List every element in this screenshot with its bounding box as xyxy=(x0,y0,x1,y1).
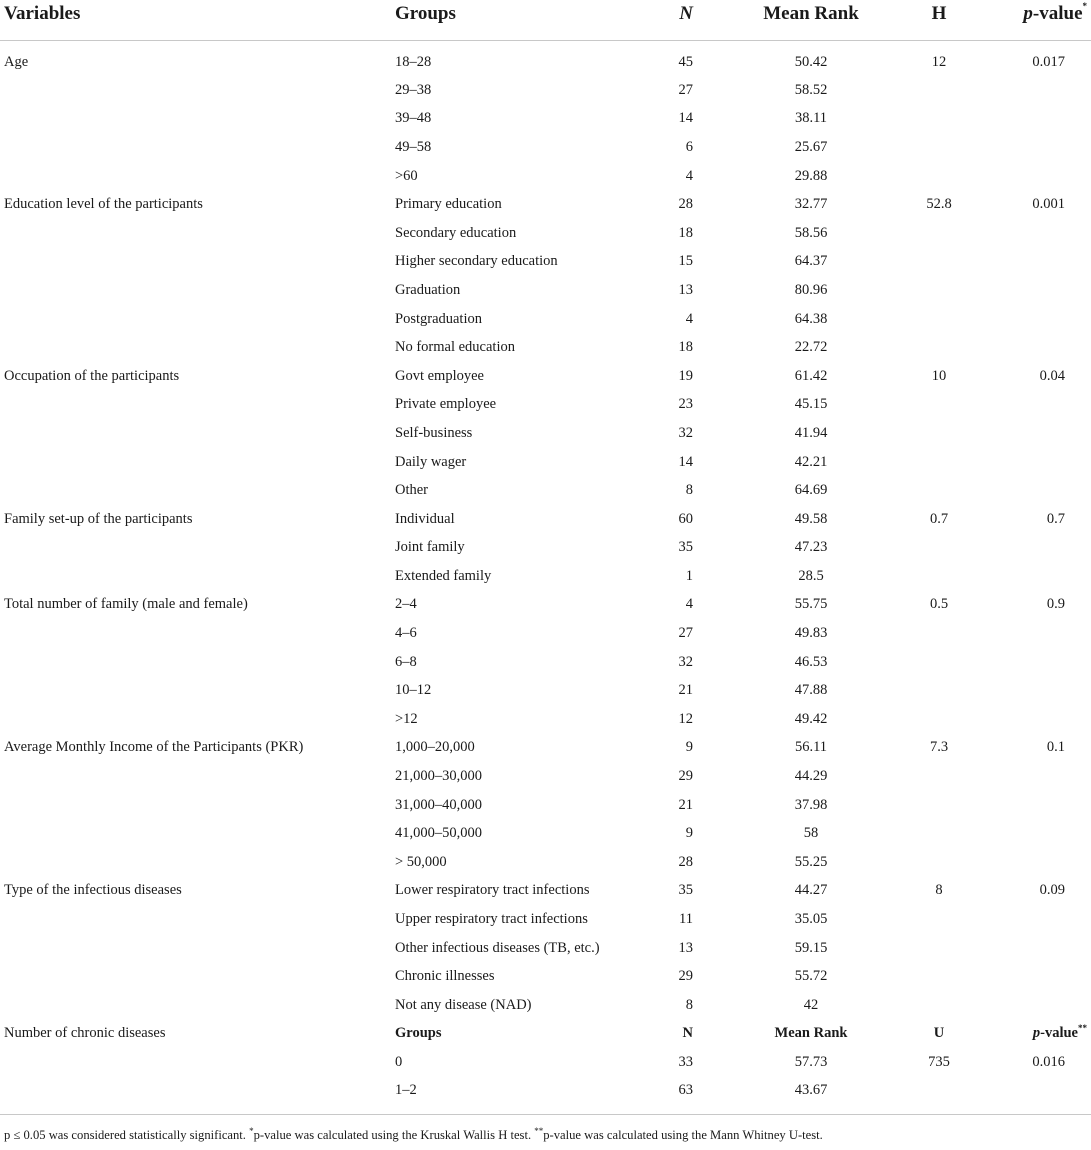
p-value-cell xyxy=(990,648,1091,677)
h-cell xyxy=(888,905,990,934)
h-cell xyxy=(888,305,990,334)
p-value-cell xyxy=(990,105,1091,134)
n-cell: 21 xyxy=(678,796,693,813)
group-cell: 31,000–40,000 xyxy=(395,796,482,813)
variable-cell xyxy=(0,762,390,791)
p-value-cell xyxy=(990,962,1091,991)
p-value-cell: 0.001 xyxy=(1032,196,1065,213)
mean-rank-cell: 64.37 xyxy=(794,253,828,270)
n-cell: 12 xyxy=(678,710,693,727)
table-row xyxy=(0,619,1091,648)
n-cell: 28 xyxy=(678,196,693,213)
variable-cell xyxy=(0,819,390,848)
table-row xyxy=(0,105,1091,134)
mean-rank-cell: 55.25 xyxy=(794,853,828,870)
table-row xyxy=(0,877,1091,906)
mean-rank-cell: 43.67 xyxy=(734,1077,888,1115)
p-value-cell: 0.9 xyxy=(1046,596,1065,613)
group-cell: Not any disease (NAD) xyxy=(395,996,532,1013)
p-value-cell xyxy=(990,1077,1091,1115)
h-cell xyxy=(888,991,990,1020)
h-cell xyxy=(888,76,990,105)
p-value-cell xyxy=(990,419,1091,448)
p-value-cell xyxy=(990,305,1091,334)
group-cell: Joint family xyxy=(395,539,465,556)
chronic-subheader-row xyxy=(0,1020,1091,1049)
p-value-cell xyxy=(990,762,1091,791)
header-h: H xyxy=(888,0,990,40)
h-cell xyxy=(888,276,990,305)
variable-cell: Number of chronic diseases xyxy=(4,1025,166,1042)
table-row xyxy=(0,219,1091,248)
table-row xyxy=(0,305,1091,334)
mean-rank-cell: 29.88 xyxy=(794,167,828,184)
mean-rank-cell: 58 xyxy=(803,825,819,842)
n-cell: 35 xyxy=(678,882,693,899)
n-cell: 1 xyxy=(685,567,693,584)
group-cell: Extended family xyxy=(395,567,492,584)
p-value-cell xyxy=(990,819,1091,848)
mean-rank-cell: 58.52 xyxy=(794,81,828,98)
table-footnote: p ≤ 0.05 was considered statistically significant. *p-value was calculated using the Kruskal Wallis H test. **p-value was calculated using the Mann Whitney U-test. xyxy=(4,1126,823,1142)
variable-cell xyxy=(0,562,390,591)
n-cell: 6 xyxy=(685,138,693,155)
group-cell: No formal education xyxy=(395,339,515,356)
n-cell: 28 xyxy=(678,853,693,870)
mean-rank-cell: 64.69 xyxy=(794,482,828,499)
table-row xyxy=(0,762,1091,791)
n-cell: 18 xyxy=(678,339,693,356)
p-value-cell xyxy=(990,905,1091,934)
variable-cell xyxy=(0,648,390,677)
variable-cell xyxy=(0,219,390,248)
p-value-cell xyxy=(990,391,1091,420)
table-row xyxy=(0,562,1091,591)
table-row xyxy=(0,448,1091,477)
group-cell: Lower respiratory tract infections xyxy=(395,882,590,899)
variable-cell: Type of the infectious diseases xyxy=(4,882,182,899)
mean-rank-cell: 58.56 xyxy=(794,224,828,241)
subheader-n: N xyxy=(682,1025,693,1042)
p-value-cell xyxy=(990,619,1091,648)
group-cell: 4–6 xyxy=(395,625,417,642)
subheader-mean-rank: Mean Rank xyxy=(774,1025,848,1042)
h-cell xyxy=(888,762,990,791)
table-row xyxy=(0,819,1091,848)
table-row xyxy=(0,362,1091,391)
mean-rank-cell: 32.77 xyxy=(794,196,828,213)
mean-rank-cell: 44.27 xyxy=(794,882,828,899)
table-row xyxy=(0,534,1091,563)
mean-rank-cell: 42 xyxy=(803,996,819,1013)
variable-cell xyxy=(0,333,390,362)
n-cell: 8 xyxy=(685,482,693,499)
table-row xyxy=(0,934,1091,963)
h-cell xyxy=(888,133,990,162)
h-cell xyxy=(888,333,990,362)
p-value-cell xyxy=(990,276,1091,305)
variable-cell: Total number of family (male and female) xyxy=(4,596,248,613)
table-row xyxy=(0,333,1091,362)
variable-cell xyxy=(0,248,390,277)
h-cell xyxy=(888,676,990,705)
n-cell: 4 xyxy=(685,167,693,184)
p-value-cell: 0.09 xyxy=(1039,882,1065,899)
p-value-cell xyxy=(990,562,1091,591)
n-cell: 29 xyxy=(678,968,693,985)
mean-rank-cell: 49.83 xyxy=(794,625,828,642)
variable-cell xyxy=(0,705,390,734)
group-cell: 0 xyxy=(395,1053,403,1070)
n-cell: 11 xyxy=(679,911,693,928)
group-cell: 39–48 xyxy=(395,110,432,127)
group-cell: Other xyxy=(395,482,429,499)
h-cell xyxy=(888,419,990,448)
mean-rank-cell: 59.15 xyxy=(794,939,828,956)
p-value-cell xyxy=(990,219,1091,248)
h-cell xyxy=(888,791,990,820)
h-cell xyxy=(888,562,990,591)
mean-rank-cell: 49.58 xyxy=(794,510,828,527)
mean-rank-cell: 42.21 xyxy=(794,453,828,470)
group-cell: 1–2 xyxy=(390,1077,635,1115)
p-value-cell xyxy=(990,676,1091,705)
group-cell: 2–4 xyxy=(395,596,417,613)
group-cell: 6–8 xyxy=(395,653,417,670)
n-cell: 4 xyxy=(685,596,693,613)
mean-rank-cell: 80.96 xyxy=(794,281,828,298)
mean-rank-cell: 45.15 xyxy=(794,396,828,413)
mean-rank-cell: 57.73 xyxy=(794,1053,828,1070)
p-value-cell xyxy=(990,934,1091,963)
mean-rank-cell: 22.72 xyxy=(794,339,828,356)
variable-cell xyxy=(0,619,390,648)
variable-cell xyxy=(0,105,390,134)
header-groups: Groups xyxy=(390,0,635,40)
mean-rank-cell: 41.94 xyxy=(794,424,828,441)
table-row xyxy=(0,276,1091,305)
h-cell xyxy=(888,819,990,848)
variable-cell xyxy=(0,133,390,162)
n-cell: 45 xyxy=(678,53,693,70)
mean-rank-cell: 28.5 xyxy=(798,567,824,584)
h-cell xyxy=(888,448,990,477)
h-cell xyxy=(888,619,990,648)
group-cell: Daily wager xyxy=(395,453,467,470)
p-value-cell xyxy=(990,791,1091,820)
table-row xyxy=(0,190,1091,219)
n-cell: 13 xyxy=(678,939,693,956)
table-row xyxy=(0,991,1091,1020)
table-row xyxy=(0,162,1091,191)
variable-cell xyxy=(0,476,390,505)
h-cell: 52.8 xyxy=(926,196,952,213)
h-cell: 7.3 xyxy=(929,739,949,756)
table-row xyxy=(0,40,1091,76)
table-row xyxy=(0,1048,1091,1077)
group-cell: 29–38 xyxy=(395,81,432,98)
group-cell: 49–58 xyxy=(395,138,432,155)
group-cell: 21,000–30,000 xyxy=(395,768,482,785)
mean-rank-cell: 47.88 xyxy=(794,682,828,699)
u-cell xyxy=(888,1077,990,1115)
h-cell xyxy=(888,476,990,505)
variable-cell xyxy=(0,534,390,563)
variable-cell xyxy=(0,391,390,420)
p-value-cell: 0.017 xyxy=(1032,53,1065,70)
mean-rank-cell: 64.38 xyxy=(794,310,828,327)
group-cell: Upper respiratory tract infections xyxy=(395,911,588,928)
table-row xyxy=(0,505,1091,534)
h-cell xyxy=(888,848,990,877)
table-row xyxy=(0,1077,1091,1115)
group-cell: > 50,000 xyxy=(395,853,447,870)
group-cell: Private employee xyxy=(395,396,497,413)
variable-cell: Family set-up of the participants xyxy=(4,510,193,527)
variable-cell xyxy=(0,991,390,1020)
n-cell: 8 xyxy=(685,996,693,1013)
table-row xyxy=(0,676,1091,705)
table-body xyxy=(0,40,1091,1115)
p-value-cell xyxy=(990,705,1091,734)
table-header-row xyxy=(0,0,1091,40)
h-cell: 12 xyxy=(931,53,947,70)
group-cell: Govt employee xyxy=(395,367,484,384)
variable-cell: Age xyxy=(4,53,29,70)
n-cell: 63 xyxy=(635,1077,734,1115)
n-cell: 19 xyxy=(678,367,693,384)
n-cell: 18 xyxy=(678,224,693,241)
h-cell xyxy=(888,705,990,734)
variable-cell xyxy=(0,848,390,877)
n-cell: 35 xyxy=(678,539,693,556)
h-cell: 10 xyxy=(931,367,947,384)
h-cell: 0.7 xyxy=(929,510,949,527)
n-cell: 4 xyxy=(685,310,693,327)
variable-cell xyxy=(0,305,390,334)
group-cell: 41,000–50,000 xyxy=(395,825,482,842)
h-cell: 8 xyxy=(935,882,943,899)
header-p-value: p-value* xyxy=(990,0,1091,40)
variable-cell: Education level of the participants xyxy=(4,196,203,213)
group-cell: Secondary education xyxy=(395,224,517,241)
subheader-u: U xyxy=(933,1025,945,1042)
p-value-cell: 0.7 xyxy=(1046,510,1065,527)
n-cell: 21 xyxy=(678,682,693,699)
variable-cell xyxy=(0,76,390,105)
mean-rank-cell: 46.53 xyxy=(794,653,828,670)
table-row xyxy=(0,391,1091,420)
table-row xyxy=(0,591,1091,620)
h-cell xyxy=(888,105,990,134)
p-value-cell xyxy=(990,991,1091,1020)
mean-rank-cell: 50.42 xyxy=(794,53,828,70)
group-cell: Self-business xyxy=(395,424,473,441)
variable-cell xyxy=(0,934,390,963)
group-cell: Higher secondary education xyxy=(395,253,558,270)
p-value-cell xyxy=(990,848,1091,877)
subheader-groups: Groups xyxy=(395,1025,442,1042)
variable-cell xyxy=(0,448,390,477)
table-row xyxy=(0,791,1091,820)
n-cell: 23 xyxy=(678,396,693,413)
mean-rank-cell: 55.75 xyxy=(794,596,828,613)
n-cell: 29 xyxy=(678,768,693,785)
mean-rank-cell: 44.29 xyxy=(794,768,828,785)
n-cell: 33 xyxy=(678,1053,693,1070)
table-row xyxy=(0,905,1091,934)
table-row xyxy=(0,133,1091,162)
header-n: N xyxy=(635,0,734,40)
n-cell: 60 xyxy=(678,510,693,527)
table-row xyxy=(0,705,1091,734)
group-cell: Chronic illnesses xyxy=(395,968,495,985)
variable-cell xyxy=(0,676,390,705)
header-mean-rank: Mean Rank xyxy=(734,0,888,40)
p-value-cell xyxy=(990,133,1091,162)
mean-rank-cell: 55.72 xyxy=(794,968,828,985)
group-cell: Postgraduation xyxy=(395,310,482,327)
group-cell: >60 xyxy=(395,167,418,184)
table-row xyxy=(0,76,1091,105)
variable-cell xyxy=(0,1077,390,1115)
table-row xyxy=(0,848,1091,877)
table-row xyxy=(0,476,1091,505)
p-value-cell xyxy=(990,476,1091,505)
table-row xyxy=(0,419,1091,448)
h-cell xyxy=(888,248,990,277)
p-value-cell xyxy=(990,162,1091,191)
group-cell: >12 xyxy=(395,710,418,727)
mean-rank-cell: 37.98 xyxy=(794,796,828,813)
n-cell: 32 xyxy=(678,653,693,670)
n-cell: 13 xyxy=(678,281,693,298)
mean-rank-cell: 35.05 xyxy=(794,911,828,928)
h-cell xyxy=(888,962,990,991)
mean-rank-cell: 49.42 xyxy=(794,710,828,727)
h-cell xyxy=(888,391,990,420)
n-cell: 27 xyxy=(678,81,693,98)
group-cell: Other infectious diseases (TB, etc.) xyxy=(395,939,600,956)
n-cell: 14 xyxy=(678,110,693,127)
n-cell: 14 xyxy=(678,453,693,470)
variable-cell xyxy=(0,905,390,934)
n-cell: 15 xyxy=(678,253,693,270)
subheader-p-value: p-value** xyxy=(1032,1023,1087,1042)
mean-rank-cell: 38.11 xyxy=(794,110,828,127)
variable-cell xyxy=(0,791,390,820)
table-row xyxy=(0,248,1091,277)
group-cell: 10–12 xyxy=(395,682,432,699)
p-value-cell: 0.016 xyxy=(1032,1053,1065,1070)
header-variables: Variables xyxy=(0,0,390,40)
group-cell: Primary education xyxy=(395,196,502,213)
group-cell: 18–28 xyxy=(395,53,432,70)
n-cell: 9 xyxy=(685,825,693,842)
mean-rank-cell: 47.23 xyxy=(794,539,828,556)
group-cell: 1,000–20,000 xyxy=(395,739,475,756)
h-cell: 0.5 xyxy=(929,596,949,613)
h-cell xyxy=(888,534,990,563)
p-value-cell: 0.1 xyxy=(1046,739,1065,756)
p-value-cell xyxy=(990,248,1091,277)
table-row xyxy=(0,962,1091,991)
mean-rank-cell: 25.67 xyxy=(794,138,828,155)
n-cell: 9 xyxy=(685,739,693,756)
variable-cell xyxy=(0,419,390,448)
p-value-cell xyxy=(990,76,1091,105)
variable-cell xyxy=(0,276,390,305)
table-row xyxy=(0,734,1091,763)
table-row xyxy=(0,648,1091,677)
p-value-cell xyxy=(990,333,1091,362)
p-value-cell xyxy=(990,534,1091,563)
mean-rank-cell: 61.42 xyxy=(794,367,828,384)
variable-cell: Occupation of the participants xyxy=(4,367,180,384)
group-cell: Graduation xyxy=(395,281,461,298)
variable-cell: Average Monthly Income of the Participants (PKR) xyxy=(4,739,304,756)
p-value-cell xyxy=(990,448,1091,477)
variable-cell xyxy=(0,162,390,191)
h-cell xyxy=(888,162,990,191)
u-cell: 735 xyxy=(928,1053,950,1070)
variable-cell xyxy=(0,1048,390,1077)
n-cell: 27 xyxy=(678,625,693,642)
p-value-cell: 0.04 xyxy=(1039,367,1065,384)
h-cell xyxy=(888,648,990,677)
mean-rank-cell: 56.11 xyxy=(794,739,828,756)
h-cell xyxy=(888,219,990,248)
variable-cell xyxy=(0,962,390,991)
group-cell: Individual xyxy=(395,510,455,527)
h-cell xyxy=(888,934,990,963)
n-cell: 32 xyxy=(678,424,693,441)
